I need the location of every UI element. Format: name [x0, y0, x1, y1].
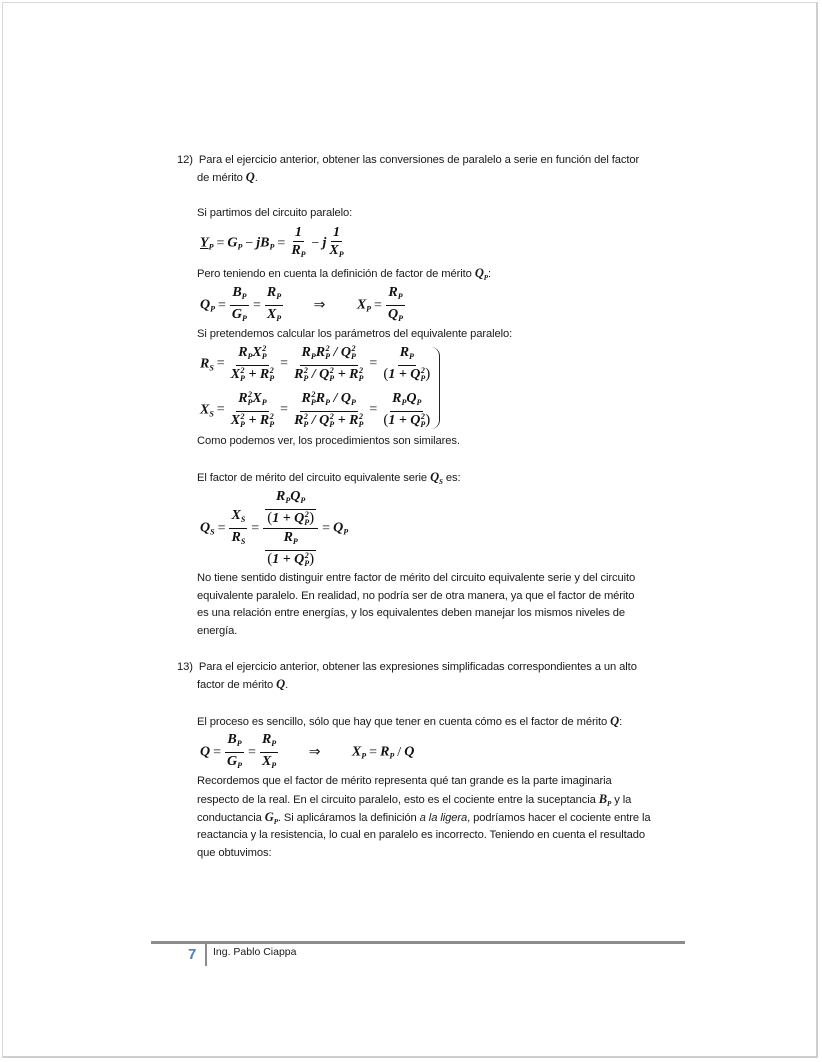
footer-rule — [151, 941, 685, 944]
section-12-title: 12) Para el ejercicio anterior, obtener las conversiones de paralelo a serie en función del factor — [177, 154, 640, 166]
paragraph-factor: El factor de mérito del circuito equivalente serie $Q_S$ es: — [197, 470, 461, 486]
page-number: 7 — [188, 946, 197, 963]
equation-qs: $Q_S$ = $\frac{X_S}{R_S}$ = $R_PQ_P$ (1 + Q 2 P ) $R_P$ (1 + Q 2 P ) = $Q_P$ — [200, 489, 349, 568]
footer-divider — [205, 944, 207, 966]
paragraph-pero: Pero teniendo en cuenta la definición de factor de mérito $Q_P$: — [197, 266, 491, 282]
section-12-title-cont: de mérito Q. — [197, 170, 258, 184]
paragraph-pretendemos: Si pretendemos calcular los parámetros del equivalente paralelo: — [197, 328, 513, 340]
paragraph-partimos: Si partimos del circuito paralelo: — [197, 207, 353, 219]
document-page: 12) Para el ejercicio anterior, obtener las conversiones de paralelo a serie en función del factor de mérito Q. Si partimos del circuito paralelo: $Y_P = G_P - jB_P$ = $\frac{1}{R_P}$ − j $\frac{1}{X_P}$ Pero teniendo en cuenta la definición de factor de mérito $Q_P$: $Q_P$ = $\frac{B_P}{G_P}$ = $\frac{R_P}{X_P}$ ⇒ $X_P$ = $\frac{R_P}{Q_P}$ Si pretendemos calcular los parámetros del equivalente paralelo: $R_S$ = $R_PX$ 2 P X 2 P + R 2 P = $R_PR$ 2 P / Q 2 P R 2 P / Q 2 P + R 2 P = $R_P$ (1 + Q 2 P ) $X_S$ = R 2 P $X_P$ X 2 P + R 2 P = R 2 P $R_P / Q_P$ R 2 P / Q 2 P + R 2 P = $R_PQ_P$ (1 + Q 2 P ) Como podemos ver, los procedimientos son similares. El factor de mérito del circuito equivalente serie $Q_S$ es: $Q_S$ = $\frac{X_S}{R_S}$ = $R_PQ_P$ (1 + Q 2 P ) $R_P$ (1 + Q 2 P ) = $Q_P$ No tiene sentido distinguir entre factor de mérito del circuito equivalente serie y del circuito equivalente paralelo. En realidad, no podría ser de otra manera, ya que el factor de mérito es una relación entre energías, y los equivalentes deben manejar los mismos niveles de energía. 13) Para el ejercicio anterior, obtener las expresiones simplificadas correspondientes a un alto factor de mérito Q. El proceso es sencillo, sólo que hay que tener en cuenta cómo es el factor de mérito Q: Q = $\frac{B_P}{G_P}$ = $\frac{R_P}{X_P}$ ⇒ $X_P = R_P / Q$ Recordemos que el factor de mérito representa qué tan grande es la parte imaginaria respecto de la real. En el circuito paralelo, esto es el cociente entre la suceptancia $B_P$ y la conductancia $G_P$. Si aplicáramos la definición a la ligera, podríamos hacer el cociente entre la reactancia y la resistencia, lo cual en paralelo es incorrecto. Teniendo en cuenta el resultado que obtuvimos: 7 Ing. Pablo Ciappa — [2, 2, 818, 1058]
equation-xs: $X_S$ = R 2 P $X_P$ X 2 P + R 2 P = R 2 P $R_P / Q_P$ R 2 P / Q 2 P + R 2 P = $R_PQ_P$ (1 + Q 2 P ) — [200, 390, 431, 430]
equation-q: Q = $\frac{B_P}{G_P}$ = $\frac{R_P}{X_P}$ ⇒ $X_P = R_P / Q$ — [200, 732, 415, 770]
section-number: 13) — [177, 661, 193, 673]
equation-rs: $R_S$ = $R_PX$ 2 P X 2 P + R 2 P = $R_PR$ 2 P / Q 2 P R 2 P / Q 2 P + R 2 P = $R_P$ (1 + Q 2 P ) — [200, 344, 431, 384]
paragraph-proceso: El proceso es sencillo, sólo que hay que tener en cuenta cómo es el factor de mérito Q: — [197, 714, 623, 728]
brace-symbol — [431, 347, 440, 429]
paragraph-como: Como podemos ver, los procedimientos son similares. — [197, 435, 460, 447]
equation-qp: $Q_P$ = $\frac{B_P}{G_P}$ = $\frac{R_P}{X_P}$ ⇒ $X_P$ = $\frac{R_P}{Q_P}$ — [200, 285, 403, 323]
section-13-title: 13) Para el ejercicio anterior, obtener las expresiones simplificadas correspondientes a un alto — [177, 661, 637, 673]
footer-author: Ing. Pablo Ciappa — [213, 946, 297, 958]
equation-admittance: $Y_P = G_P - jB_P$ = $\frac{1}{R_P}$ − j $\frac{1}{X_P}$ — [200, 225, 344, 259]
section-number: 12) — [177, 154, 193, 166]
section-13-title-cont: factor de mérito Q. — [197, 677, 289, 691]
